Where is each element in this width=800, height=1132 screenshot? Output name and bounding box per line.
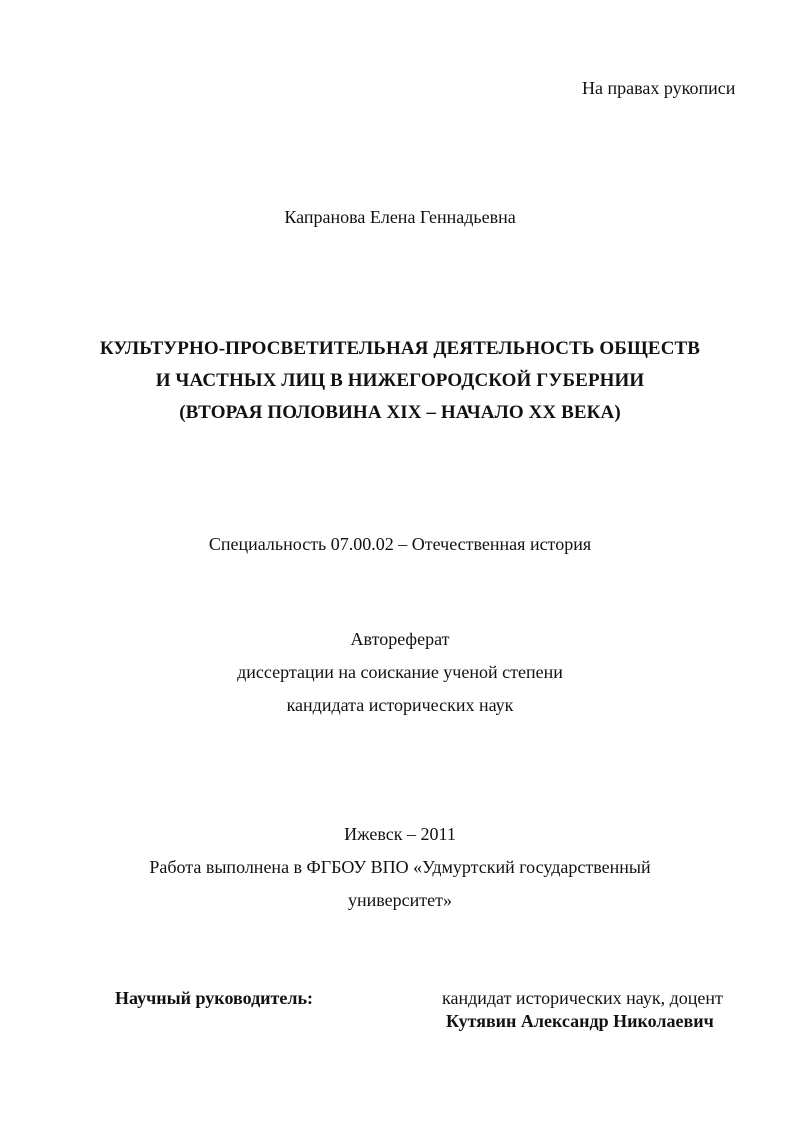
author-name: Капранова Елена Геннадьевна [284,207,516,227]
title-line-1: КУЛЬТУРНО-ПРОСВЕТИТЕЛЬНАЯ ДЕЯТЕЛЬНОСТЬ ОБЩЕСТВ [99,338,701,359]
title-line-2: И ЧАСТНЫХ ЛИЦ В НИЖЕГОРОДСКОЙ ГУБЕРНИИ [155,370,645,391]
supervisor-label: Научный руководитель: [115,988,313,1008]
place-year: Ижевск – 2011 [344,824,456,844]
supervisor-degree: кандидат исторических наук, доцент [442,988,723,1008]
abstract-description: диссертации на соискание ученой степени [237,662,563,682]
institution-line-2: университет» [348,890,452,910]
abstract-label: Автореферат [350,629,450,649]
manuscript-rights-note: На правах рукописи [582,78,736,98]
abstract-degree: кандидата исторических наук [286,695,514,715]
specialty-line: Специальность 07.00.02 – Отечественная история [208,534,592,554]
institution-line-1: Работа выполнена в ФГБОУ ВПО «Удмуртский государственный [149,857,651,877]
supervisor-name: Кутявин Александр Николаевич [446,1011,714,1031]
title-line-3: (ВТОРАЯ ПОЛОВИНА XIX – НАЧАЛО XX ВЕКА) [179,402,621,423]
